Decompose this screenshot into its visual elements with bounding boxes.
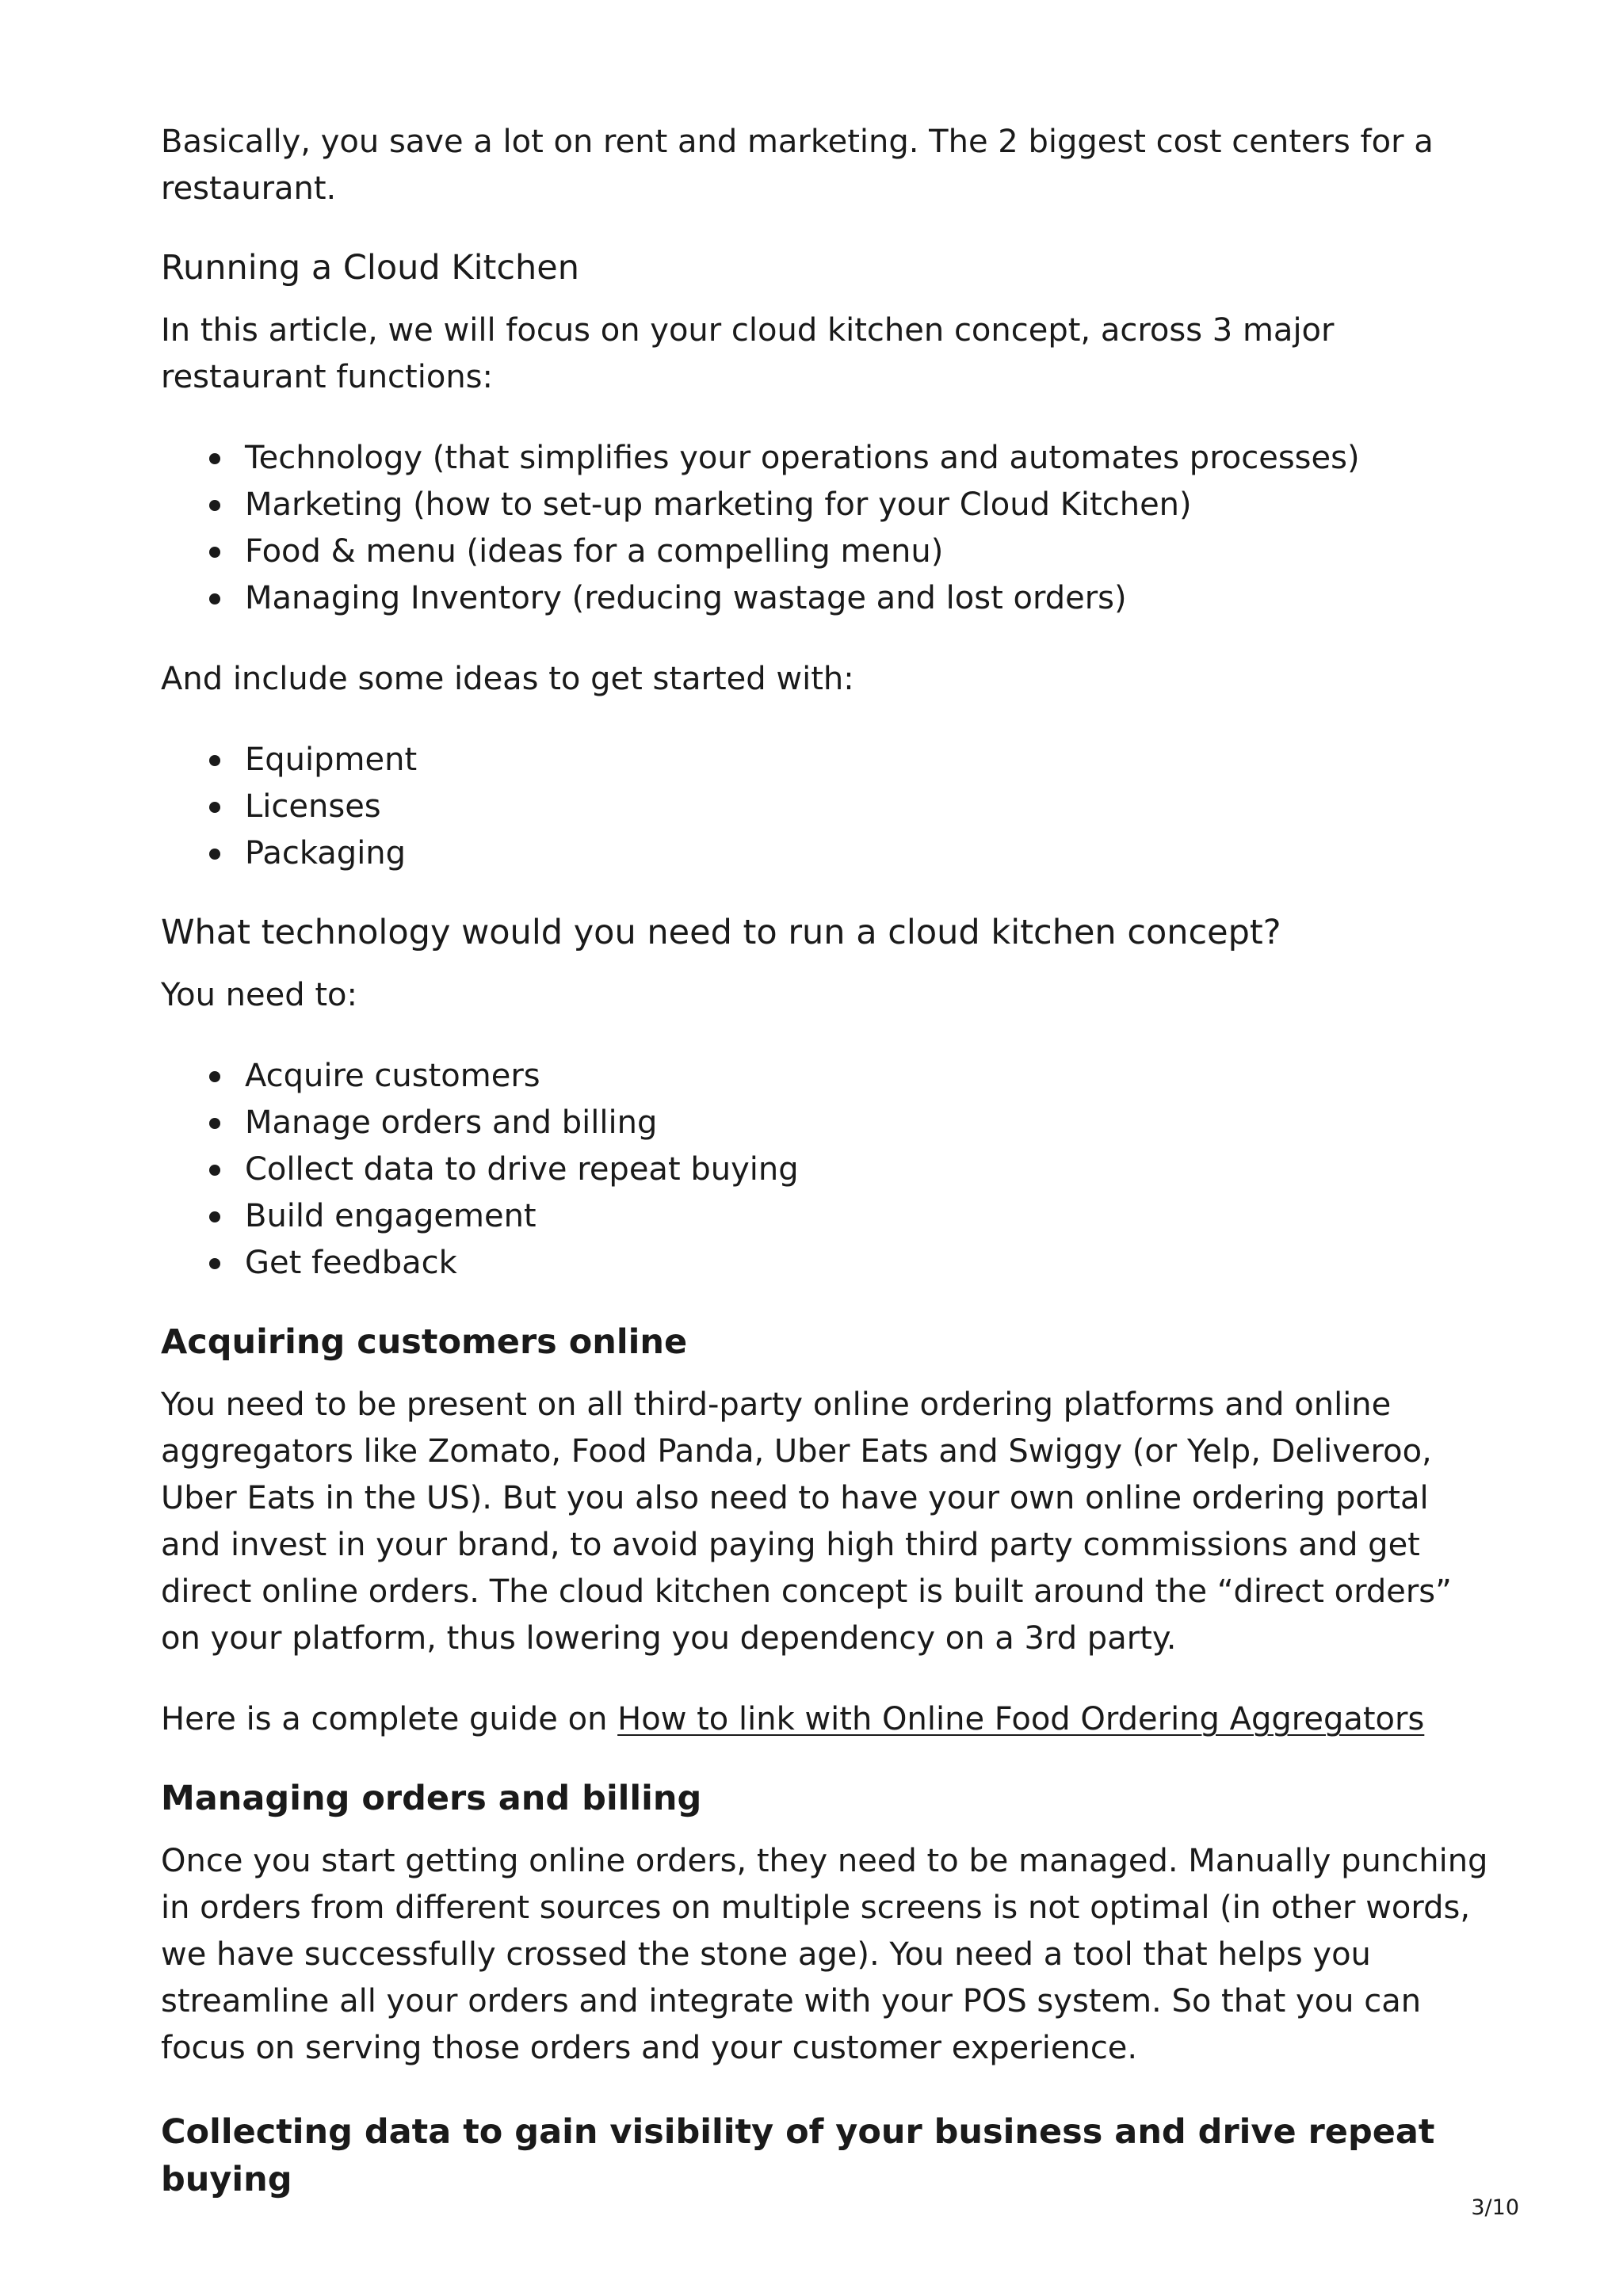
list-item: Food & menu (ideas for a compelling menu) [161, 528, 1492, 575]
bullet-icon [209, 453, 220, 464]
managing-paragraph: Once you start getting online orders, they need to be managed. Manually punching in orders from different sources on multiple screens is not optimal (in other words, we have successfully crossed the stone age). You need a tool that helps you streamline all your orders and integrate with your POS system. So that you can focus on serving those orders and your customer experience. [161, 1843, 1488, 2066]
list-item: Licenses [161, 784, 1492, 830]
bullet-icon [209, 849, 220, 860]
list-item: Technology (that simplifies your operations and automates processes) [161, 435, 1492, 482]
technology-list [161, 1053, 1492, 1287]
intro-paragraph: Basically, you save a lot on rent and marketing. The 2 biggest cost centers for a restaurant. [161, 124, 1434, 207]
list-item: Managing Inventory (reducing wastage and lost orders) [161, 575, 1492, 622]
technology-heading: What technology would you need to run a cloud kitchen concept? [161, 913, 1281, 952]
ideas-paragraph: And include some ideas to get started with: [161, 661, 854, 697]
list-item: Build engagement [161, 1193, 1492, 1240]
collecting-heading: Collecting data to gain visibility of your business and drive repeat buying [161, 2112, 1435, 2199]
running-paragraph: In this article, we will focus on your cloud kitchen concept, across 3 major restaurant functions: [161, 312, 1335, 395]
bullet-icon [209, 1071, 220, 1082]
list-item: Acquire customers [161, 1053, 1492, 1100]
list-item: Collect data to drive repeat buying [161, 1146, 1492, 1193]
ideas-list [161, 737, 1492, 877]
bullet-icon [209, 500, 220, 511]
guide-paragraph [161, 1696, 1492, 1743]
acquiring-paragraph: You need to be present on all third-party online ordering platforms and online aggregators like Zomato, Food Panda, Uber Eats and Swiggy (or Yelp, Deliveroo, Uber Eats in the US). But you also need to have your own online ordering portal and invest in your brand, to avoid paying high third party commissions and get direct online orders. The cloud kitchen concept is built around the “direct orders” on your platform, thus lowering you dependency on a 3rd party. [161, 1386, 1452, 1657]
bullet-icon [209, 1211, 220, 1222]
list-item: Get feedback [161, 1240, 1492, 1287]
bullet-icon [209, 1258, 220, 1269]
page-number: 3/10 [1471, 2195, 1519, 2220]
aggregators-guide-link[interactable]: How to link with Online Food Ordering Aggregators [617, 1701, 1425, 1737]
bullet-icon [209, 1165, 220, 1176]
list-item: Packaging [161, 830, 1492, 877]
running-heading: Running a Cloud Kitchen [161, 248, 579, 288]
guide-prefix: Here is a complete guide on [161, 1701, 618, 1737]
acquiring-heading: Acquiring customers online [161, 1322, 688, 1362]
bullet-icon [209, 547, 220, 558]
bullet-icon [209, 593, 220, 605]
list-item: Marketing (how to set-up marketing for your Cloud Kitchen) [161, 482, 1492, 528]
bullet-icon [209, 802, 220, 813]
technology-paragraph: You need to: [161, 977, 357, 1013]
bullet-icon [209, 755, 220, 766]
bullet-icon [209, 1118, 220, 1129]
managing-heading: Managing orders and billing [161, 1779, 702, 1818]
list-item: Manage orders and billing [161, 1100, 1492, 1146]
list-item: Equipment [161, 737, 1492, 784]
document-page [161, 119, 1492, 2203]
functions-list [161, 435, 1492, 622]
